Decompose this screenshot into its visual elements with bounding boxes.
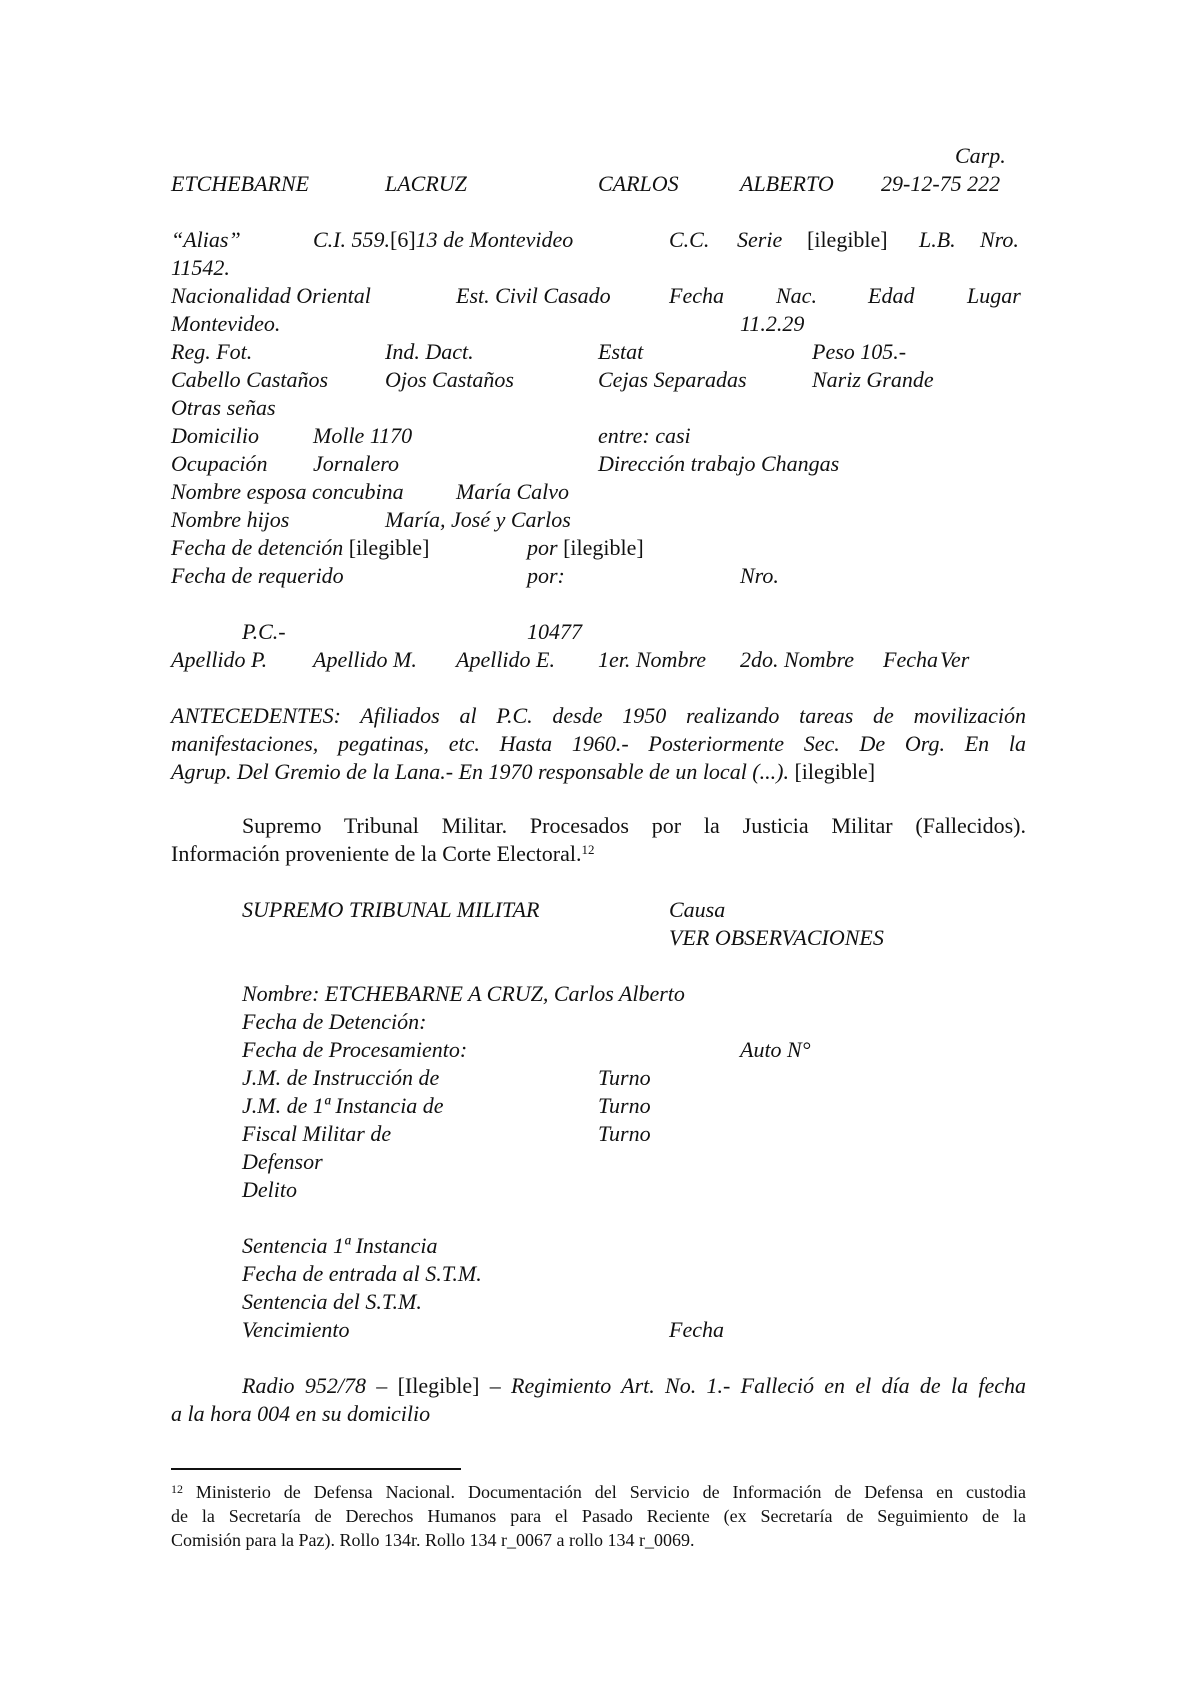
header-fecha-carpeta: 29-12-75 222 — [881, 171, 1001, 196]
stm-jm-instancia: J.M. de 1ª Instancia de — [242, 1093, 444, 1118]
cejas-field: Cejas Separadas — [598, 367, 747, 392]
antecedentes-paragraph: ANTECEDENTES: Afiliados al P.C. desde 1950 realizando tareas de movilización manifestaciones, pegatinas, etc. Hasta 1960.- Posteriormente Sec. De Org. En la Agrup. Del Gremio de la Lana.- En 1970 responsable de un local (...). [ilegible] — [171, 703, 1026, 784]
stm-turno-instancia: Turno — [598, 1093, 651, 1118]
nro-value: 11542. — [171, 255, 230, 280]
stm-fecha: Fecha — [669, 1317, 724, 1342]
detencion-por-field: por [ilegible] — [527, 535, 644, 560]
ocupacion-value: Jornalero — [313, 451, 399, 476]
column-apellido-e: Apellido E. — [456, 647, 555, 672]
otras-senas-label: Otras señas — [171, 395, 276, 420]
stm-nombre: Nombre: ETCHEBARNE A CRUZ, Carlos Alberto — [242, 981, 685, 1006]
stm-turno-instruccion: Turno — [598, 1065, 651, 1090]
header-segundo-nombre: ALBERTO — [740, 171, 834, 196]
column-primer-nombre: 1er. Nombre — [598, 647, 706, 672]
fecha-nacimiento-value: 11.2.29 — [740, 311, 805, 336]
nacionalidad-field: Nacionalidad Oriental — [171, 283, 371, 308]
stm-fiscal: Fiscal Militar de — [242, 1121, 392, 1146]
lb-label: L.B. — [919, 227, 956, 252]
header-apellido-materno: LACRUZ — [385, 171, 467, 196]
ojos-field: Ojos Castaños — [385, 367, 514, 392]
fecha-detencion-field: Fecha de detención [ilegible] — [171, 535, 430, 560]
stm-vencimiento: Vencimiento — [242, 1317, 350, 1342]
requerido-nro-label: Nro. — [740, 563, 779, 588]
requerido-por-label: por: — [527, 563, 565, 588]
column-ver: Ver — [940, 647, 970, 672]
cc-label: C.C. — [669, 227, 710, 252]
domicilio-label: Domicilio — [171, 423, 259, 448]
direccion-trabajo-field: Dirección trabajo Changas — [598, 451, 840, 476]
lugar-label: Lugar — [967, 283, 1021, 308]
edad-label: Edad — [868, 283, 915, 308]
lugar-value: Montevideo. — [171, 311, 281, 336]
column-fecha: Fecha — [883, 647, 938, 672]
entre-field: entre: casi — [598, 423, 691, 448]
fecha-requerido-label: Fecha de requerido — [171, 563, 344, 588]
ci-field: C.I. 559.[6]13 de Montevideo — [313, 227, 574, 252]
causa-label: Causa — [669, 897, 726, 922]
footnote-reference: 12 — [581, 842, 595, 857]
estado-civil-field: Est. Civil Casado — [456, 283, 611, 308]
esposa-label: Nombre esposa concubina — [171, 479, 404, 504]
column-segundo-nombre: 2do. Nombre — [740, 647, 855, 672]
radio-paragraph: Radio 952/78 – [Ilegible] – Regimiento Art. No. 1.- Falleció en el día de la fecha a la hora 004 en su domicilio — [171, 1373, 1027, 1426]
stm-fecha-procesamiento: Fecha de Procesamiento: — [242, 1037, 468, 1062]
pc-label: P.C.- — [242, 619, 286, 644]
nro-label: Nro. — [980, 227, 1019, 252]
header-primer-nombre: CARLOS — [598, 171, 679, 196]
stm-fecha-entrada: Fecha de entrada al S.T.M. — [242, 1261, 482, 1286]
hijos-label: Nombre hijos — [171, 507, 290, 532]
pc-number: 10477 — [527, 619, 582, 644]
column-apellido-m: Apellido M. — [313, 647, 417, 672]
cabello-field: Cabello Castaños — [171, 367, 329, 392]
ind-dact-label: Ind. Dact. — [385, 339, 474, 364]
carp-label: Carp. — [955, 143, 1006, 168]
column-apellido-p: Apellido P. — [171, 647, 268, 672]
stm-sentencia-stm: Sentencia del S.T.M. — [242, 1289, 422, 1314]
stm-defensor: Defensor — [242, 1149, 323, 1174]
stm-delito: Delito — [242, 1177, 297, 1202]
esposa-value: María Calvo — [456, 479, 570, 504]
footnote-separator — [171, 1468, 461, 1470]
serie-value: [ilegible] — [807, 227, 888, 252]
nariz-field: Nariz Grande — [812, 367, 934, 392]
hijos-value: María, José y Carlos — [385, 507, 571, 532]
reg-fot-label: Reg. Fot. — [171, 339, 253, 364]
estatura-label: Estat — [598, 339, 644, 364]
stm-auto: Auto N° — [740, 1037, 811, 1062]
peso-field: Peso 105.- — [812, 339, 907, 364]
stm-fecha-detencion: Fecha de Detención: — [242, 1009, 427, 1034]
footnote-number: 12 — [171, 1482, 183, 1496]
stm-jm-instruccion: J.M. de Instrucción de — [242, 1065, 440, 1090]
alias-label: “Alias” — [171, 227, 241, 252]
ocupacion-label: Ocupación — [171, 451, 268, 476]
ver-observaciones: VER OBSERVACIONES — [669, 925, 884, 950]
domicilio-value: Molle 1170 — [313, 423, 413, 448]
stm-title: SUPREMO TRIBUNAL MILITAR — [242, 897, 540, 922]
header-apellido-paterno: ETCHEBARNE — [171, 171, 310, 196]
stm-sentencia-1: Sentencia 1ª Instancia — [242, 1233, 438, 1258]
serie-label: Serie — [737, 227, 783, 252]
intro-paragraph: Supremo Tribunal Militar. Procesados por la Justicia Militar (Fallecidos). Información proveniente de la Corte Electoral.$^{12}$ — [171, 813, 1026, 866]
stm-turno-fiscal: Turno — [598, 1121, 651, 1146]
fecha-label: Fecha — [669, 283, 724, 308]
footnote: $^{12}$ Ministerio de Defensa Nacional. Documentación del Servicio de Información de Defensa en custodia de la Secretaría de Derechos Humanos para el Pasado Reciente (ex Secretaría de Seguimiento de la Comisión para la Paz). Rollo 134r. Rollo 134 r_0067 a rollo 134 r_0069. — [171, 1482, 1026, 1550]
nac-label: Nac. — [776, 283, 817, 308]
